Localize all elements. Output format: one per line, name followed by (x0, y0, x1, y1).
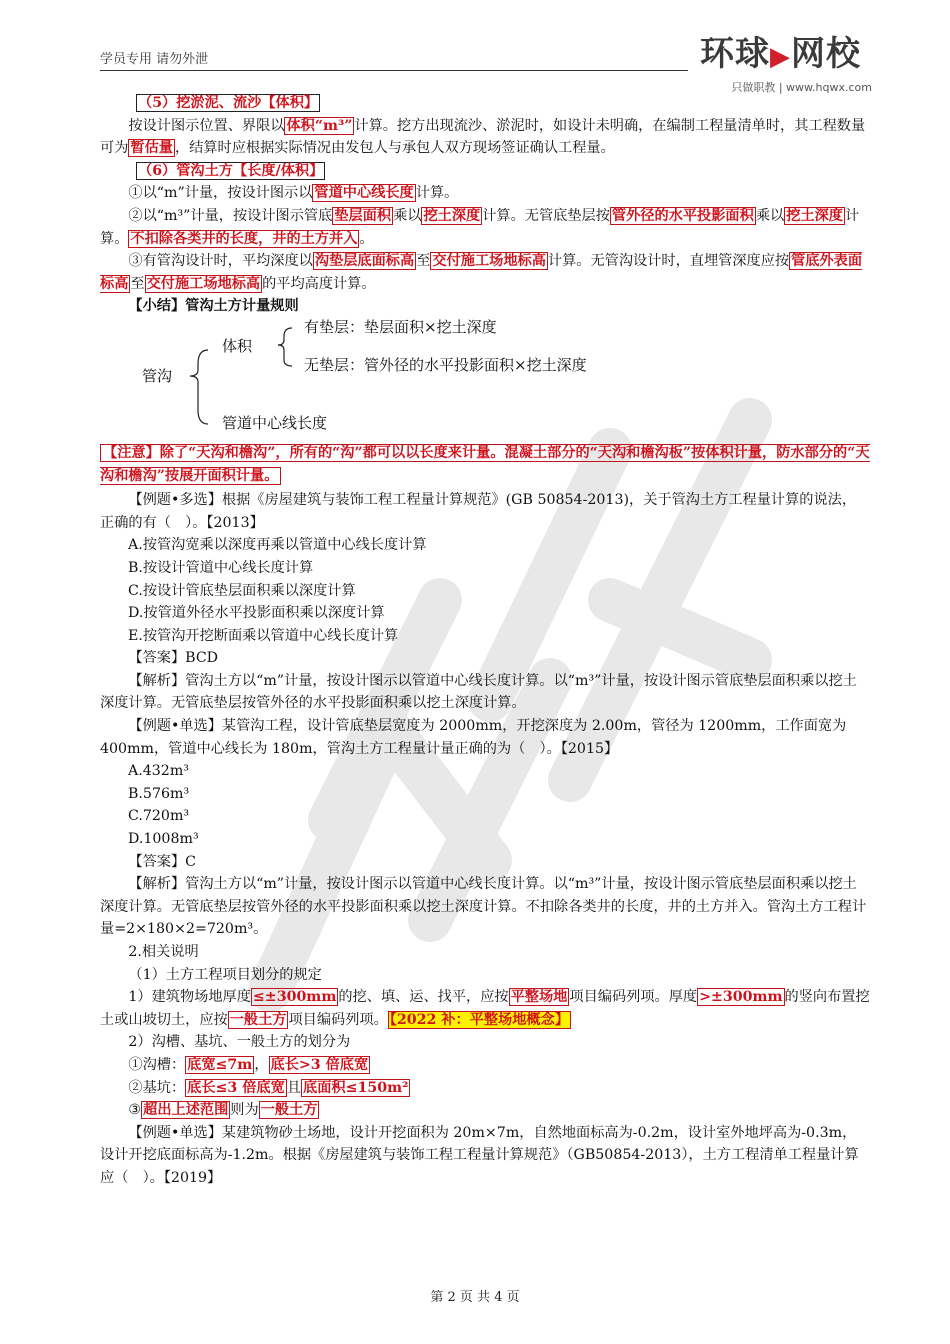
example-stem: 【例题•单选】某管沟工程，设计管底垫层宽度为 2000mm，开挖深度为 2.00m，管径为 1200mm，工作面宽为 400mm，管道中心线长为 180m，管沟土方工程量计量正确的为（ ）。【2015】 (100, 718, 847, 757)
rule-general: ③ 超出上述范围 则为 一般土方 (128, 1102, 318, 1119)
paragraph: ①以“m”计量，按设计图示以 管道中心线长度 计算。 (128, 185, 459, 202)
option-c: C.720m³ (128, 808, 190, 825)
subsection-heading: （1）土方工程项目划分的规定 (128, 966, 322, 983)
logo-slogan: 只做职教 | www.hqwx.com (731, 81, 872, 94)
answer: 【答案】BCD (128, 650, 219, 667)
section-heading: 2.相关说明 (128, 944, 199, 960)
option-a: A.432m³ (128, 763, 189, 780)
option-e: E.按管沟开挖断面乘以管道中心线长度计算 (128, 627, 399, 644)
paragraph: 按设计图示位置、界限以 体积“m³” 计算。挖方出现流沙、淤泥时，如设计未明确，在编制工程量清单时，其工程数量可为 暂估量 ，结算时应根据实际情况由发包人与承包人双方现场签证确认工程量。 (100, 117, 866, 157)
page-number: 第 2 页 共 4 页 (430, 1290, 520, 1305)
header-notice: 学员专用 请勿外泄 (100, 52, 209, 67)
diagram-length: 管道中心线长度 (222, 413, 328, 432)
summary-diagram (100, 318, 700, 440)
paragraph: ③有管沟设计时，平均深度以 沟垫层底面标高 至 交付施工场地标高 计算。无管沟设计时，直埋管深度应按 管底外表面标高 至 交付施工场地标高 的平均高度计算。 (100, 253, 863, 292)
summary-title: 【小结】管沟土方计量规则 (128, 298, 299, 315)
rule-pit: ②基坑： 底长≤3 倍底宽 且 底面积≤150m² (128, 1079, 409, 1096)
example-stem: 【例题•多选】根据《房屋建筑与装饰工程工程量计算规范》(GB 50854-2013)，关于管沟土方工程量计算的说法，正确的有（ ）。【2013】 (100, 492, 857, 531)
play-icon: ▶ (770, 42, 791, 72)
document-body (100, 92, 870, 1190)
option-b: B.按设计管道中心线长度计算 (128, 559, 314, 576)
analysis: 【解析】管沟土方以“m”计量，按设计图示以管道中心线长度计算。以“m³”计量，按设计图示管底垫层面积乘以挖土深度计算。无管底垫层按管外径的水平投影面积乘以挖土深度计算。不扣除各类井的长度，井的土方并入。管沟土方工程计量=2×180×2=720m³。 (100, 876, 867, 938)
paragraph: ②以“m³”计量，按设计图示管底 垫层面积 乘以 挖土深度 计算。无管底垫层按 管外径的水平投影面积 乘以 挖土深度 计算。 不扣除各类井的长度，井的土方并入 。 (100, 207, 860, 247)
diagram-root: 管沟 (142, 366, 173, 385)
option-c: C.按设计管底垫层面积乘以深度计算 (128, 582, 356, 599)
brand-logo (700, 36, 872, 96)
header-divider (100, 70, 688, 71)
logo-text: 环球▶网校 (700, 34, 861, 74)
option-d: D.1008m³ (128, 831, 199, 848)
highlight-tag: 【2022 补：平整场地概念】 (389, 1011, 569, 1028)
example-stem: 【例题•单选】某建筑物砂土场地，设计开挖面积为 20m×7m，自然地面标高为-0.2m，设计室外地坪高为-0.3m，设计开挖底面标高为-1.2m。根据《房屋建筑与装饰工程工程量计算规范》（GB50854-2013），土方工程清单工程量计算应（ ）。【2019】 (100, 1124, 859, 1186)
diagram-no-cushion: 无垫层：管外径的水平投影面积×挖土深度 (304, 355, 587, 374)
diagram-with-cushion: 有垫层：垫层面积×挖土深度 (304, 317, 497, 336)
option-b: B.576m³ (128, 785, 190, 802)
section-title: （6）管沟土方【长度/体积】 (138, 162, 324, 179)
diagram-volume: 体积 (222, 336, 253, 355)
analysis: 【解析】管沟土方以“m”计量，按设计图示以管道中心线长度计算。以“m³”计量，按设计图示管底垫层面积乘以挖土深度计算。无管底垫层按管外径的水平投影面积乘以挖土深度计算。 (100, 672, 857, 712)
option-a: A.按管沟宽乘以深度再乘以管道中心线长度计算 (128, 537, 427, 554)
rule-trench: ①沟槽： 底宽≤7m ， 底长>3 倍底宽 (128, 1056, 369, 1073)
subsection-heading: 2）沟槽、基坑、一般土方的划分为 (128, 1034, 351, 1051)
paragraph: 1）建筑物场地厚度 ≤±300mm 的挖、填、运、找平，应按 平整场地 项目编码列项。厚度 >±300mm 的竖向布置挖土或山坡切土，应按 一般土方 项目编码列项。 【2022 补：平整场地概念】 (100, 989, 870, 1028)
option-d: D.按管道外径水平投影面积乘以深度计算 (128, 605, 385, 622)
answer: 【答案】C (128, 853, 196, 870)
note-box: 【注意】除了“天沟和檐沟”，所有的“沟”都可以以长度来计量。混凝土部分的“天沟和檐沟板”按体积计量，防水部分的“天沟和檐沟”按展开面积计量。 (100, 444, 870, 484)
section-title: （5）挖淤泥、流沙【体积】 (138, 95, 319, 111)
